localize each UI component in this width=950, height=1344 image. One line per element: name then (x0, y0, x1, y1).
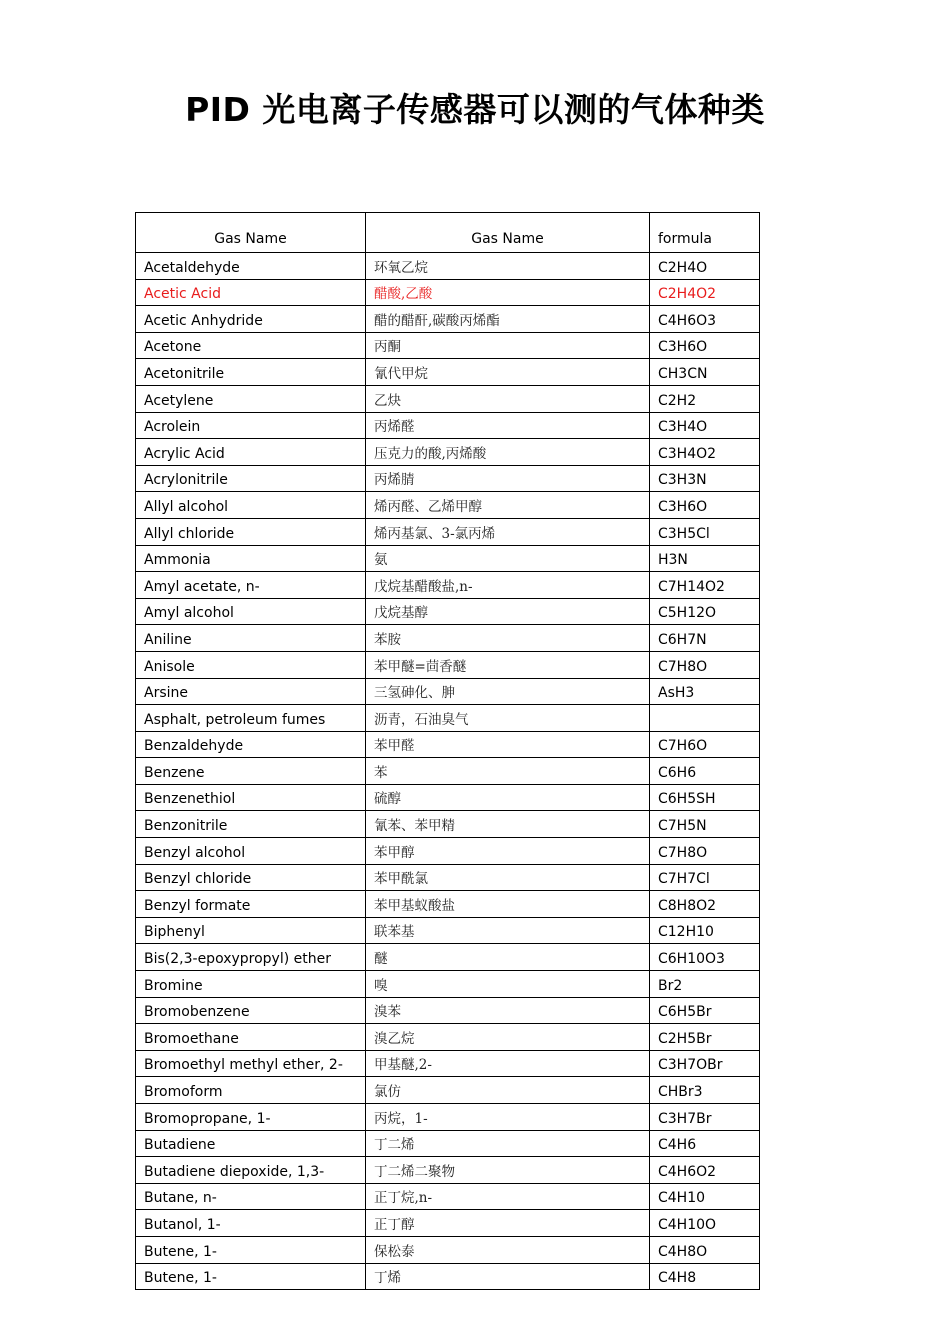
gas-name-cn-cell: 苯甲酰氯 (366, 864, 650, 891)
formula-cell: C6H7N (650, 625, 760, 652)
formula-cell: C4H8O (650, 1236, 760, 1263)
gas-name-en-cell: Acetic Anhydride (136, 306, 366, 333)
gas-name-cn-cell: 丁烯 (366, 1263, 650, 1290)
table-row (136, 838, 760, 865)
formula-cell: AsH3 (650, 678, 760, 705)
table-row (136, 465, 760, 492)
gas-name-en-cell: Acetylene (136, 385, 366, 412)
table-header-row (136, 213, 760, 253)
gas-name-en-cell: Allyl alcohol (136, 492, 366, 519)
gas-name-cn-cell: 三氢砷化、胂 (366, 678, 650, 705)
gas-name-en-cell: Butadiene diepoxide, 1,3- (136, 1157, 366, 1184)
table-row (136, 306, 760, 333)
gas-name-en-cell: Bis(2,3-epoxypropyl) ether (136, 944, 366, 971)
table-row (136, 705, 760, 732)
gas-name-cn-cell: 溴乙烷 (366, 1024, 650, 1051)
gas-name-en-cell: Asphalt, petroleum fumes (136, 705, 366, 732)
gas-name-cn-cell: 醋酸,乙酸 (366, 279, 650, 306)
formula-cell: C7H7Cl (650, 864, 760, 891)
table-row (136, 439, 760, 466)
table-row (136, 625, 760, 652)
formula-cell: C7H6O (650, 731, 760, 758)
gas-name-en-cell: Benzyl formate (136, 891, 366, 918)
formula-cell: C3H7OBr (650, 1050, 760, 1077)
gas-name-en-cell: Butene, 1- (136, 1263, 366, 1290)
formula-cell: C2H5Br (650, 1024, 760, 1051)
gas-name-en-cell: Anisole (136, 651, 366, 678)
table-row (136, 678, 760, 705)
table-row (136, 811, 760, 838)
gas-name-cn-cell: 丙烯醛 (366, 412, 650, 439)
header-formula: formula (650, 213, 760, 253)
gas-name-en-cell: Benzaldehyde (136, 731, 366, 758)
gas-table (135, 212, 760, 1290)
table-row (136, 1024, 760, 1051)
gas-name-en-cell: Acrylic Acid (136, 439, 366, 466)
formula-cell: C12H10 (650, 917, 760, 944)
gas-name-en-cell: Acrolein (136, 412, 366, 439)
formula-cell: C6H5Br (650, 997, 760, 1024)
gas-name-cn-cell: 丁二烯二聚物 (366, 1157, 650, 1184)
gas-name-en-cell: Ammonia (136, 545, 366, 572)
gas-name-cn-cell: 溴苯 (366, 997, 650, 1024)
gas-name-cn-cell: 醚 (366, 944, 650, 971)
gas-name-en-cell: Benzyl chloride (136, 864, 366, 891)
table-row (136, 492, 760, 519)
gas-name-en-cell: Acrylonitrile (136, 465, 366, 492)
table-row (136, 412, 760, 439)
gas-name-cn-cell: 苯胺 (366, 625, 650, 652)
formula-cell (650, 705, 760, 732)
gas-name-cn-cell: 丙烷，1- (366, 1104, 650, 1131)
gas-name-cn-cell: 苯甲基蚁酸盐 (366, 891, 650, 918)
gas-name-en-cell: Benzonitrile (136, 811, 366, 838)
gas-name-cn-cell: 醋的醋酐,碳酸丙烯酯 (366, 306, 650, 333)
gas-name-cn-cell: 苯甲醛 (366, 731, 650, 758)
table-row (136, 1050, 760, 1077)
table-row (136, 758, 760, 785)
gas-name-en-cell: Acetone (136, 332, 366, 359)
gas-name-cn-cell: 烯丙醛、乙烯甲醇 (366, 492, 650, 519)
gas-name-en-cell: Benzyl alcohol (136, 838, 366, 865)
gas-name-en-cell: Butene, 1- (136, 1236, 366, 1263)
table-row (136, 731, 760, 758)
table-row (136, 253, 760, 280)
gas-name-cn-cell: 甲基醚,2- (366, 1050, 650, 1077)
table-row (136, 1236, 760, 1263)
table-row (136, 332, 760, 359)
formula-cell: C7H8O (650, 838, 760, 865)
gas-name-cn-cell: 氨 (366, 545, 650, 572)
formula-cell: C6H6 (650, 758, 760, 785)
formula-cell: C3H3N (650, 465, 760, 492)
formula-cell: C2H2 (650, 385, 760, 412)
gas-name-cn-cell: 嗅 (366, 971, 650, 998)
gas-name-cn-cell: 环氧乙烷 (366, 253, 650, 280)
gas-name-cn-cell: 硫醇 (366, 784, 650, 811)
table-row (136, 1210, 760, 1237)
gas-name-cn-cell: 丙酮 (366, 332, 650, 359)
table-row (136, 598, 760, 625)
formula-cell: C5H12O (650, 598, 760, 625)
gas-name-cn-cell: 正丁醇 (366, 1210, 650, 1237)
gas-name-en-cell: Biphenyl (136, 917, 366, 944)
header-gas-name-en: Gas Name (136, 213, 366, 253)
gas-name-cn-cell: 丙烯腈 (366, 465, 650, 492)
gas-name-cn-cell: 压克力的酸,丙烯酸 (366, 439, 650, 466)
formula-cell: C4H6O2 (650, 1157, 760, 1184)
gas-name-en-cell: Butane, n- (136, 1183, 366, 1210)
gas-name-en-cell: Bromine (136, 971, 366, 998)
formula-cell: C3H4O (650, 412, 760, 439)
formula-cell: C2H4O2 (650, 279, 760, 306)
formula-cell: C7H5N (650, 811, 760, 838)
table-row (136, 891, 760, 918)
gas-name-en-cell: Bromopropane, 1- (136, 1104, 366, 1131)
formula-cell: C3H7Br (650, 1104, 760, 1131)
formula-cell: C7H8O (650, 651, 760, 678)
gas-name-cn-cell: 戊烷基醇 (366, 598, 650, 625)
formula-cell: C6H10O3 (650, 944, 760, 971)
gas-name-en-cell: Acetaldehyde (136, 253, 366, 280)
table-row (136, 971, 760, 998)
formula-cell: CHBr3 (650, 1077, 760, 1104)
gas-name-en-cell: Arsine (136, 678, 366, 705)
gas-name-en-cell: Butanol, 1- (136, 1210, 366, 1237)
gas-name-en-cell: Butadiene (136, 1130, 366, 1157)
gas-name-cn-cell: 氯仿 (366, 1077, 650, 1104)
table-row (136, 1263, 760, 1290)
formula-cell: C3H5Cl (650, 518, 760, 545)
gas-name-en-cell: Acetic Acid (136, 279, 366, 306)
table-row (136, 1157, 760, 1184)
formula-cell: C4H6O3 (650, 306, 760, 333)
gas-name-en-cell: Acetonitrile (136, 359, 366, 386)
table-row (136, 1183, 760, 1210)
formula-cell: C3H6O (650, 492, 760, 519)
table-row (136, 864, 760, 891)
formula-cell: C6H5SH (650, 784, 760, 811)
formula-cell: C3H4O2 (650, 439, 760, 466)
gas-name-en-cell: Amyl alcohol (136, 598, 366, 625)
table-row (136, 1130, 760, 1157)
gas-name-cn-cell: 苯甲醚=茴香醚 (366, 651, 650, 678)
table-row (136, 784, 760, 811)
formula-cell: C2H4O (650, 253, 760, 280)
gas-name-cn-cell: 保松泰 (366, 1236, 650, 1263)
formula-cell: C4H10O (650, 1210, 760, 1237)
table-row (136, 545, 760, 572)
table-row (136, 359, 760, 386)
gas-name-en-cell: Benzene (136, 758, 366, 785)
gas-name-cn-cell: 正丁烷,n- (366, 1183, 650, 1210)
gas-name-cn-cell: 苯 (366, 758, 650, 785)
formula-cell: C7H14O2 (650, 572, 760, 599)
table-row (136, 944, 760, 971)
gas-name-cn-cell: 烯丙基氯、3-氯丙烯 (366, 518, 650, 545)
table-row (136, 572, 760, 599)
gas-name-cn-cell: 乙炔 (366, 385, 650, 412)
gas-name-cn-cell: 丁二烯 (366, 1130, 650, 1157)
table-row (136, 651, 760, 678)
formula-cell: C4H8 (650, 1263, 760, 1290)
header-gas-name-cn: Gas Name (366, 213, 650, 253)
page-title: PID 光电离子传感器可以测的气体种类 (185, 90, 765, 129)
table-row (136, 385, 760, 412)
table-row (136, 518, 760, 545)
gas-name-en-cell: Bromoform (136, 1077, 366, 1104)
gas-name-cn-cell: 沥青，石油臭气 (366, 705, 650, 732)
gas-name-cn-cell: 联苯基 (366, 917, 650, 944)
formula-cell: C4H6 (650, 1130, 760, 1157)
table-row (136, 279, 760, 306)
table-row (136, 997, 760, 1024)
gas-name-en-cell: Benzenethiol (136, 784, 366, 811)
formula-cell: C4H10 (650, 1183, 760, 1210)
gas-name-en-cell: Bromoethane (136, 1024, 366, 1051)
gas-name-en-cell: Allyl chloride (136, 518, 366, 545)
formula-cell: Br2 (650, 971, 760, 998)
gas-name-cn-cell: 氰代甲烷 (366, 359, 650, 386)
gas-name-cn-cell: 戊烷基醋酸盐,n- (366, 572, 650, 599)
table-row (136, 1077, 760, 1104)
gas-name-cn-cell: 苯甲醇 (366, 838, 650, 865)
gas-name-en-cell: Bromobenzene (136, 997, 366, 1024)
formula-cell: H3N (650, 545, 760, 572)
table-row (136, 1104, 760, 1131)
formula-cell: C8H8O2 (650, 891, 760, 918)
gas-name-cn-cell: 氰苯、苯甲精 (366, 811, 650, 838)
table-row (136, 917, 760, 944)
formula-cell: C3H6O (650, 332, 760, 359)
gas-name-en-cell: Bromoethyl methyl ether, 2- (136, 1050, 366, 1077)
formula-cell: CH3CN (650, 359, 760, 386)
gas-name-en-cell: Aniline (136, 625, 366, 652)
gas-name-en-cell: Amyl acetate, n- (136, 572, 366, 599)
table-body (136, 253, 760, 1290)
